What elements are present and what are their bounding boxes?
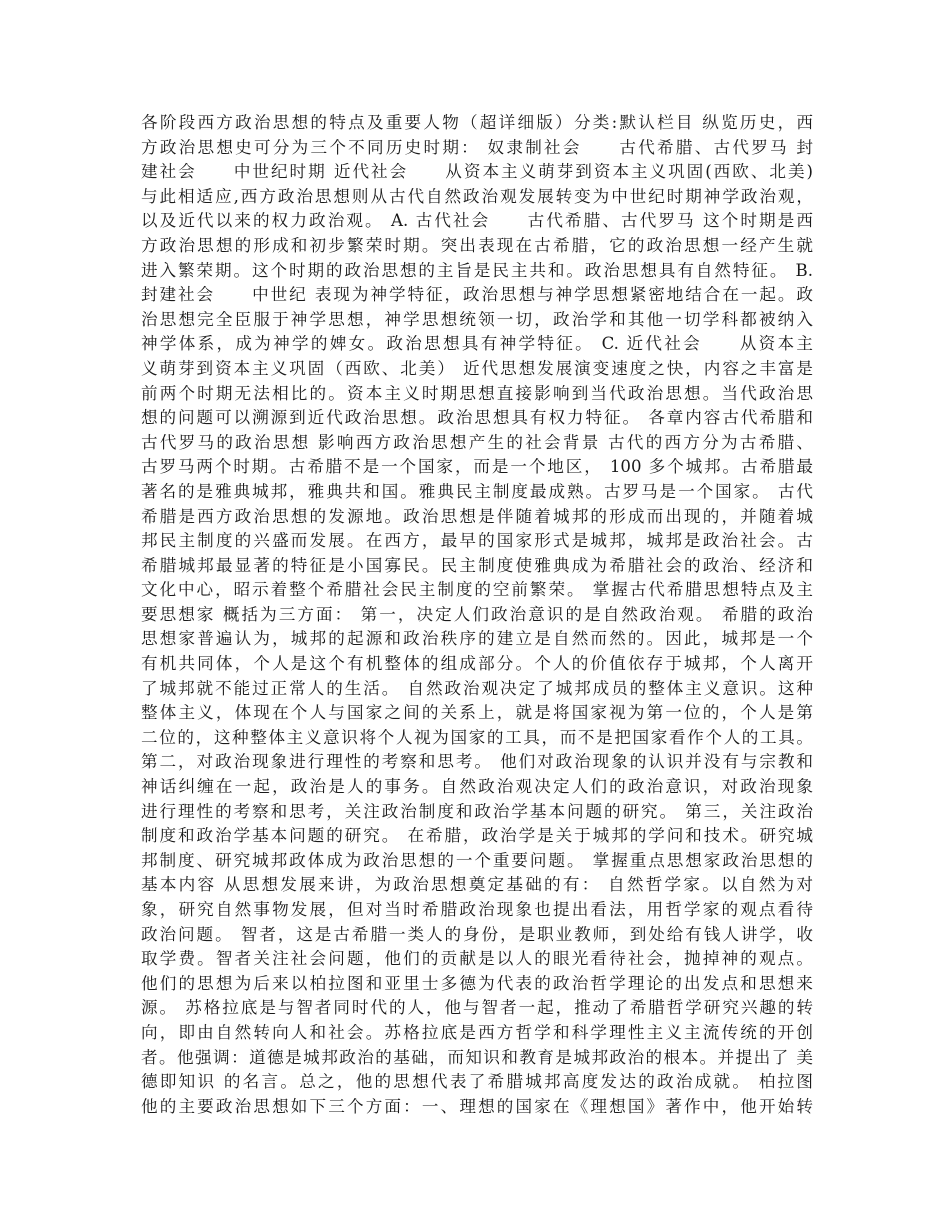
text-line: 德即知识 的名言。总之，他的思想代表了希腊城邦高度发达的政治成就。 柏拉图	[141, 1072, 813, 1092]
text-line: 象，研究自然事物发展，但对当时希腊政治现象也提出看法，用哲学家的观点看待	[141, 900, 813, 919]
text-line: 政治问题。 智者，这是古希腊一类人的身份，是职业教师，到处给有钱人讲学，收	[141, 924, 813, 944]
text-line: 与此相适应,西方政治思想则从古代自然政治观发展转变为中世纪时期神学政治观，	[141, 186, 813, 206]
text-line: 了城邦就不能过正常人的生活。 自然政治观决定了城邦成员的整体主义意识。这种	[141, 678, 813, 698]
text-line: 神学体系，成为神学的婢女。政治思想具有神学特征。 C. 近代社会 从资本主	[141, 334, 813, 354]
text-line: 方政治思想史可分为三个不同历史时期： 奴隶制社会 古代希腊、古代罗马 封	[141, 137, 813, 157]
text-line: 封建社会 中世纪 表现为神学特征，政治思想与神学思想紧密地结合在一起。政	[141, 285, 813, 305]
text-line: 进行理性的考察和思考，关注政治制度和政治学基本问题的研究。 第三，关注政治	[141, 801, 813, 821]
text-line: 思想家普遍认为，城邦的起源和政治秩序的建立是自然而然的。因此，城邦是一个	[141, 629, 813, 649]
text-line: 他的主要政治思想如下三个方面：一、理想的国家在《理想国》著作中，他开始转	[141, 1096, 813, 1116]
text-line: 希腊城邦最显著的特征是小国寡民。民主制度使雅典成为希腊社会的政治、经济和	[141, 555, 813, 575]
text-line: 邦民主制度的兴盛而发展。在西方，最早的国家形式是城邦，城邦是政治社会。古	[141, 531, 813, 551]
text-line: 者。他强调：道德是城邦政治的基础，而知识和教育是城邦政治的根本。并提出了 美	[141, 1047, 813, 1067]
text-line: 取学费。智者关注社会问题，他们的贡献是以人的眼光看待社会，抛掉神的观点。	[141, 949, 813, 969]
text-line: 著名的是雅典城邦，雅典共和国。雅典民主制度最成熟。古罗马是一个国家。 古代	[141, 481, 813, 501]
text-line: 古罗马两个时期。古希腊不是一个国家，而是一个地区， 100 多个城邦。古希腊最	[141, 457, 813, 477]
text-line: 二位的，这种整体主义意识将个人视为国家的工具，而不是把国家看作个人的工具。	[141, 727, 813, 747]
text-line: 制度和政治学基本问题的研究。 在希腊，政治学是关于城邦的学问和技术。研究城	[141, 826, 813, 846]
text-line: 古代罗马的政治思想 影响西方政治思想产生的社会背景 古代的西方分为古希腊、	[141, 432, 813, 452]
text-line: 各阶段西方政治思想的特点及重要人物（超详细版）分类:默认栏目 纵览历史，西	[141, 113, 813, 132]
text-line: 建社会 中世纪时期 近代社会 从资本主义萌芽到资本主义巩固(西欧、北美)	[141, 162, 813, 182]
text-line: 文化中心，昭示着整个希腊社会民主制度的空前繁荣。 掌握古代希腊思想特点及主	[141, 580, 813, 600]
text-line: 整体主义，体现在个人与国家之间的关系上，就是将国家视为第一位的，个人是第	[141, 703, 813, 723]
text-line: 邦制度、研究城邦政体成为政治思想的一个重要问题。 掌握重点思想家政治思想的	[141, 850, 813, 870]
text-line: 想的问题可以溯源到近代政治思想。政治思想具有权力特征。 各章内容古代希腊和	[141, 408, 813, 428]
body-text	[141, 111, 813, 1119]
text-line: 希腊是西方政治思想的发源地。政治思想是伴随着城邦的形成而出现的，并随着城	[141, 506, 813, 526]
text-line: 以及近代以来的权力政治观。 A. 古代社会 古代希腊、古代罗马 这个时期是西	[141, 211, 813, 231]
text-line: 前两个时期无法相比的。资本主义时期思想直接影响到当代政治思想。当代政治思	[141, 383, 813, 403]
text-line: 第二，对政治现象进行理性的考察和思考。 他们对政治现象的认识并没有与宗教和	[141, 752, 813, 772]
text-line: 向，即由自然转向人和社会。苏格拉底是西方哲学和科学理性主义主流传统的开创	[141, 1022, 813, 1042]
text-line: 方政治思想的形成和初步繁荣时期。突出表现在古希腊，它的政治思想一经产生就	[141, 235, 813, 255]
text-line: 有机共同体，个人是这个有机整体的组成部分。个人的价值依存于城邦，个人离开	[141, 654, 813, 674]
text-line: 源。 苏格拉底是与智者同时代的人，他与智者一起，推动了希腊哲学研究兴趣的转	[141, 998, 813, 1018]
text-line: 要思想家 概括为三方面： 第一，决定人们政治意识的是自然政治观。 希腊的政治	[141, 604, 813, 624]
text-line: 他们的思想为后来以柏拉图和亚里士多德为代表的政治哲学理论的出发点和思想来	[141, 973, 813, 993]
text-line: 神话纠缠在一起，政治是人的事务。自然政治观决定人们的政治意识，对政治现象	[141, 777, 813, 797]
text-line: 义萌芽到资本主义巩固（西欧、北美） 近代思想发展演变速度之快，内容之丰富是	[141, 358, 813, 378]
text-line: 基本内容 从思想发展来讲，为政治思想奠定基础的有： 自然哲学家。以自然为对	[141, 875, 813, 895]
text-line: 治思想完全臣服于神学思想，神学思想统领一切，政治学和其他一切学科都被纳入	[141, 309, 813, 329]
text-line: 进入繁荣期。这个时期的政治思想的主旨是民主共和。政治思想具有自然特征。 B.	[141, 260, 813, 280]
